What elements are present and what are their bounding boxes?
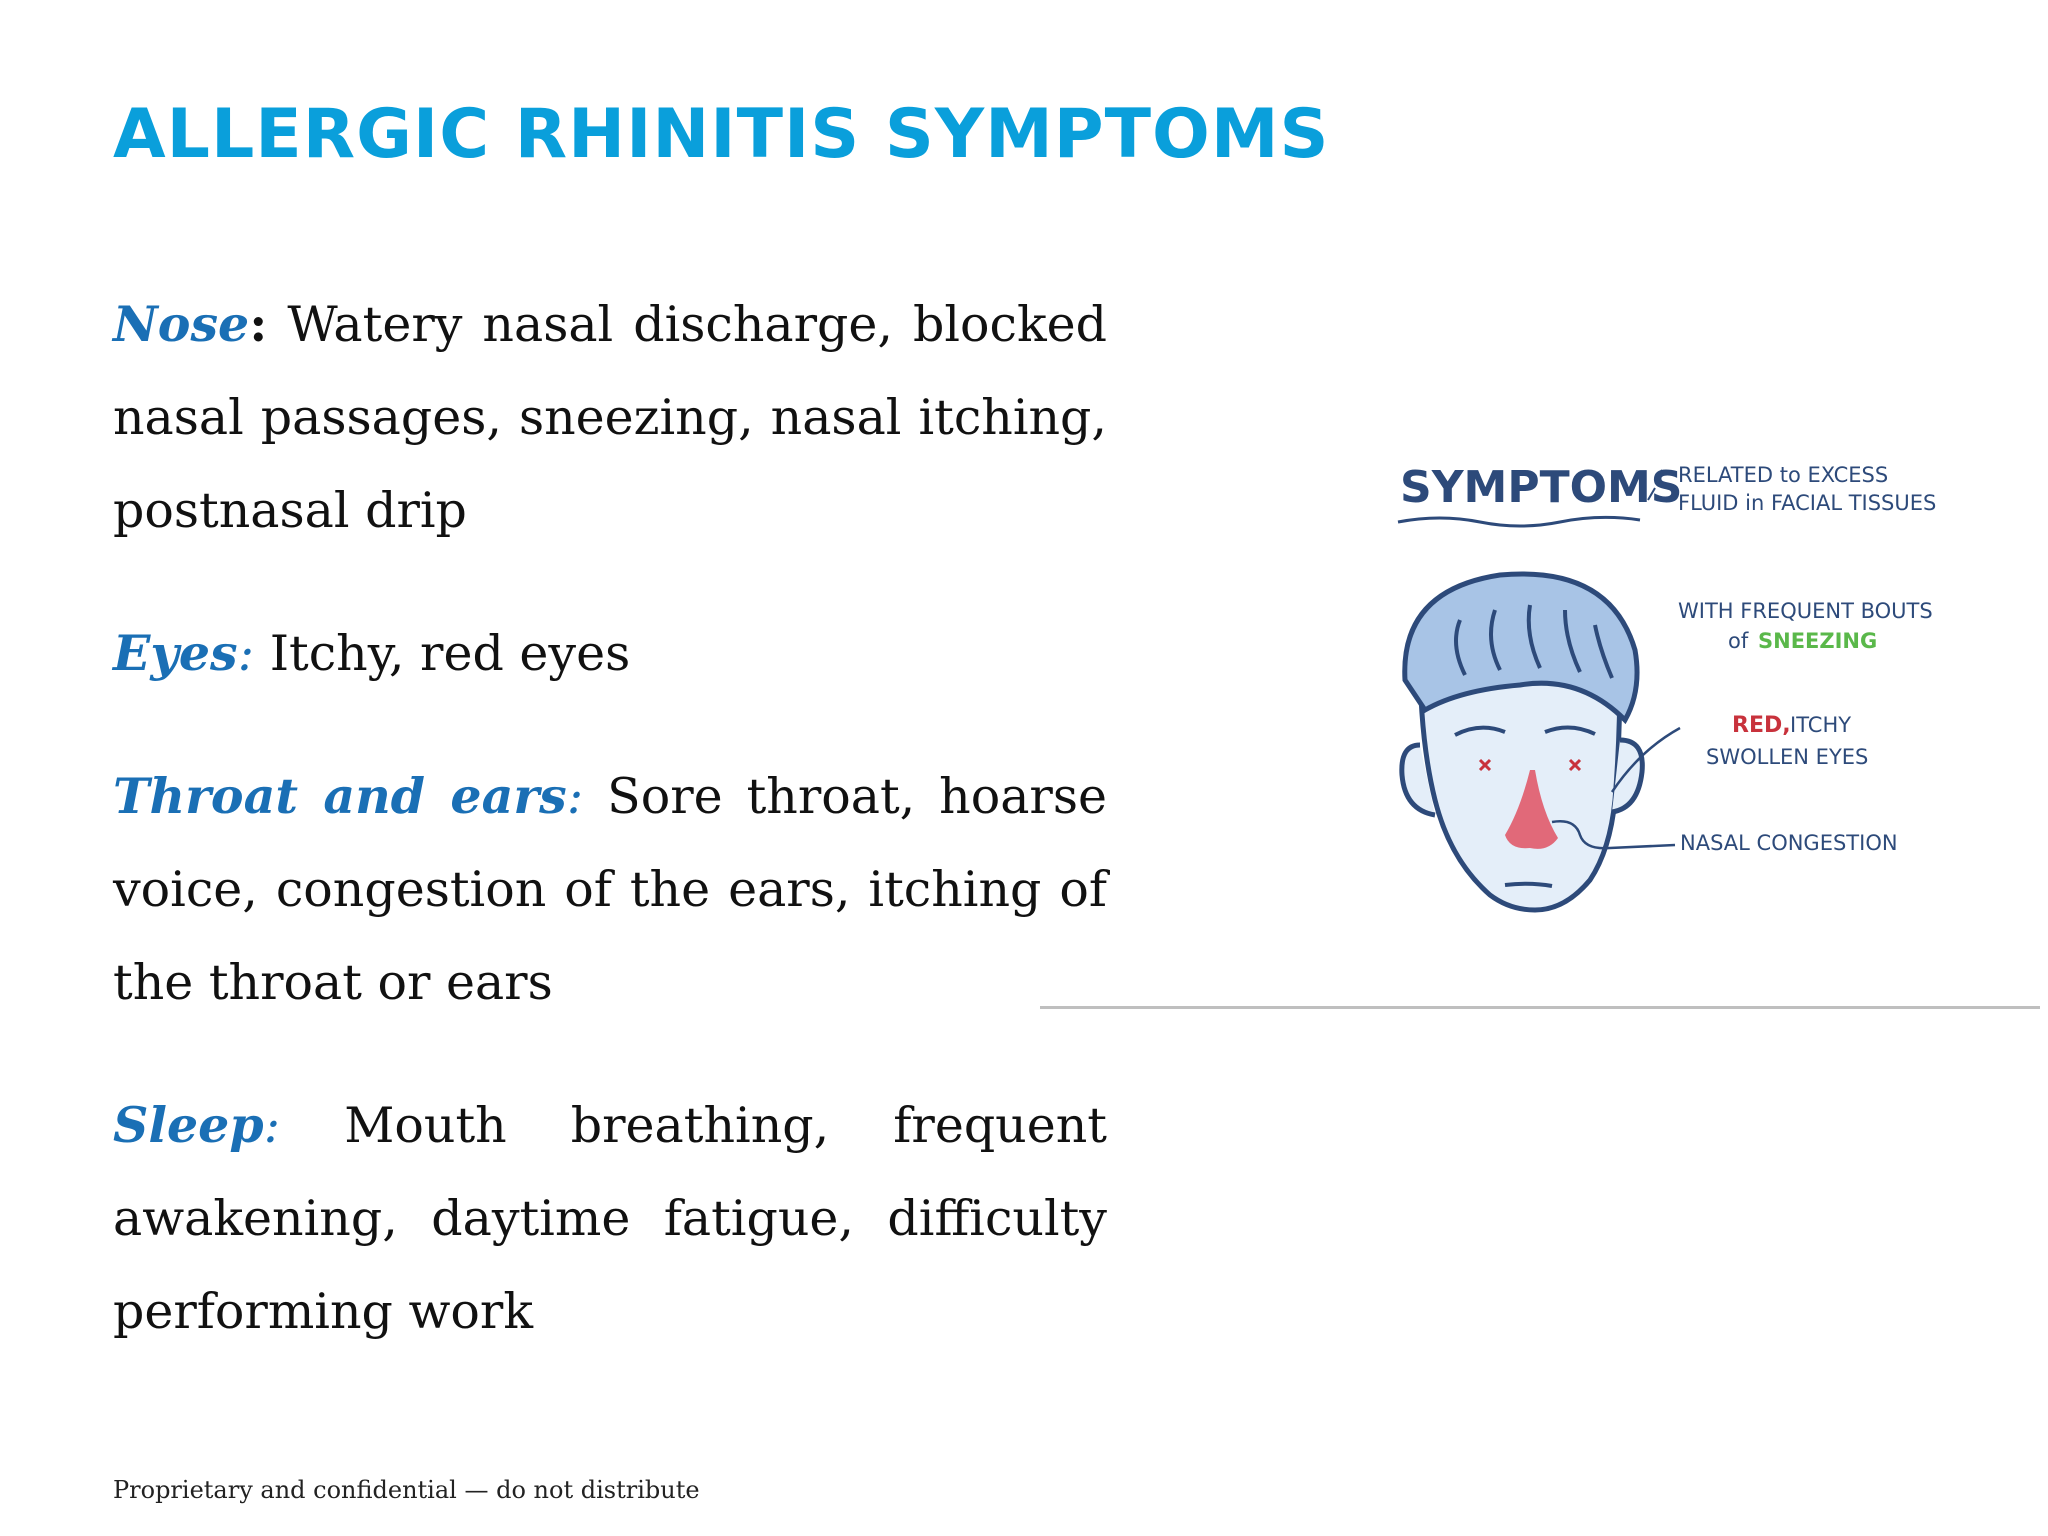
symptom-colon: : — [566, 768, 584, 825]
mouth — [1505, 884, 1552, 886]
symptoms-face-illustration — [1380, 440, 2020, 980]
symptom-description: Mouth breathing, frequent awakening, daytime fatigue, difficulty performing work — [113, 1097, 1107, 1340]
illustration-eyes-red: RED, — [1732, 713, 1791, 738]
illustration-eyes-line2: SWOLLEN EYES — [1706, 745, 1869, 769]
symptom-list — [113, 278, 1107, 1408]
symptom-term: Eyes — [113, 624, 238, 682]
heading-underline — [1398, 517, 1640, 526]
illustration-sneeze-line1: WITH FREQUENT BOUTS — [1678, 599, 1933, 623]
symptom-throat-ears — [113, 750, 1107, 1029]
symptom-term: Nose — [113, 295, 250, 353]
symptom-description: Watery nasal discharge, blocked nasal passages, sneezing, nasal itching, postnasal drip — [113, 296, 1108, 539]
symptom-description: Itchy, red eyes — [269, 625, 631, 682]
symptom-nose — [113, 278, 1107, 557]
illustration-sneeze-of: of — [1728, 629, 1749, 653]
illustration-congestion: NASAL CONGESTION — [1680, 831, 1898, 855]
symptom-colon: : — [263, 1097, 281, 1154]
slide-title: ALLERGIC RHINITIS SYMPTOMS — [113, 95, 1330, 174]
symptom-term: Throat and ears — [113, 767, 567, 825]
illustration-note-line2: FLUID in FACIAL TISSUES — [1678, 491, 1937, 515]
symptom-description: Sore throat, hoarse voice, congestion of the ears, itching of the throat or ears — [113, 768, 1107, 1011]
symptom-eyes — [113, 607, 1107, 700]
divider-line — [1040, 1006, 2040, 1009]
illustration-eyes-itchy: ITCHY — [1790, 713, 1852, 737]
symptom-colon: : — [237, 625, 255, 682]
symptom-term: Sleep — [113, 1096, 264, 1154]
symptom-sleep — [113, 1079, 1107, 1358]
illustration-note-line1: RELATED to EXCESS — [1678, 463, 1889, 487]
illustration-sneeze-word: SNEEZING — [1758, 629, 1878, 653]
footer-confidential: Proprietary and confidential — do not distribute — [113, 1476, 700, 1504]
symptom-colon: : — [249, 295, 268, 353]
illustration-heading: SYMPTOMS — [1400, 462, 1683, 513]
